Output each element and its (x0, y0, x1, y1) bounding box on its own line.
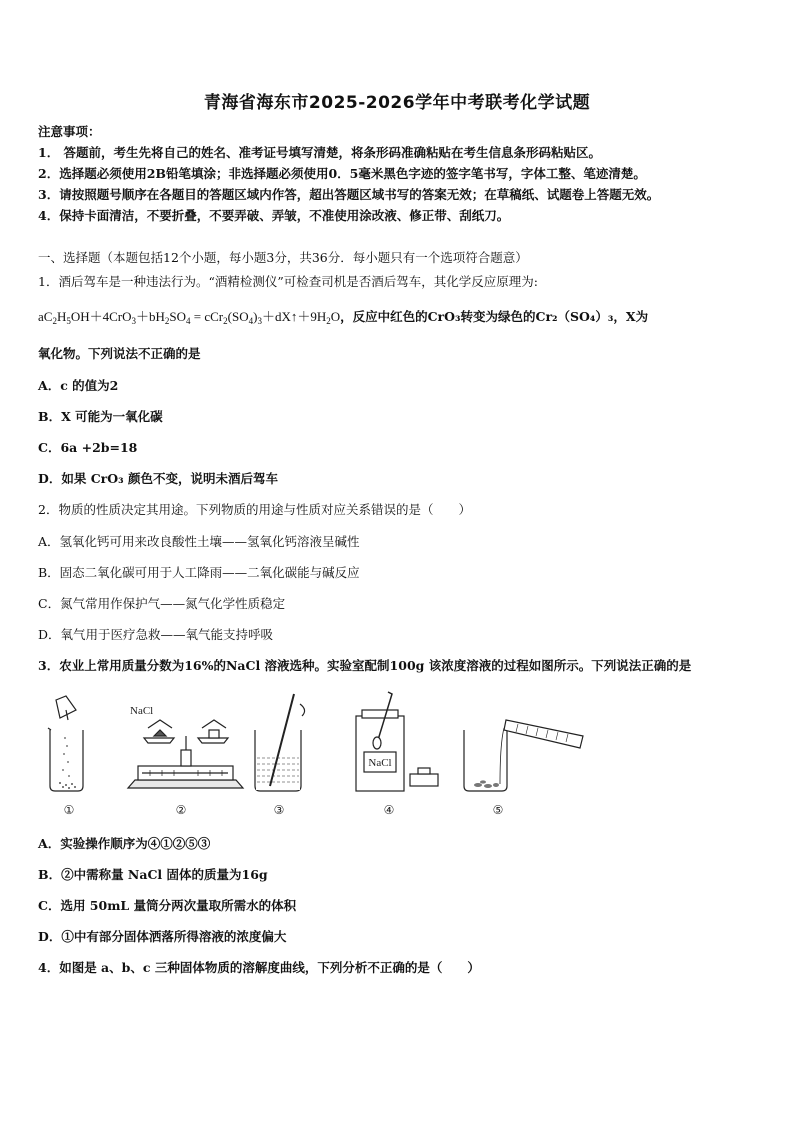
nacl-bottle-label: NaCl (368, 757, 392, 769)
q1-stem: 1．酒后驾车是一种违法行为。“酒精检测仪”可检查司机是否酒后驾车，其化学反应原理为: (38, 274, 538, 289)
q2-option-d: D．氧气用于医疗急救——氧气能支持呼吸 (38, 627, 274, 642)
q1-equation-tail: ，反应中红色的CrO₃转变为绿色的Cr₂（SO₄）₃，X为 (340, 309, 649, 324)
reagent-bottle-icon (356, 692, 438, 791)
figure-label-5: ⑤ (492, 803, 504, 817)
q3-option-a: A．实验操作顺序为④①②⑤③ (38, 836, 211, 851)
figure-label-4: ④ (383, 803, 395, 817)
figure-label-2: ② (175, 803, 187, 817)
q1-option-d: D．如果 CrO₃ 颜色不变，说明未酒后驾车 (38, 471, 278, 486)
graduated-cylinder-pouring-icon (464, 720, 583, 791)
balance-scale-icon (128, 720, 243, 788)
q1-equation-line (38, 306, 768, 326)
notice-item-1: 1． 答题前，考生先将自己的姓名、准考证号填写清楚，将条形码准确粘贴在考生信息条形码粘贴区。 (38, 145, 602, 160)
q3-stem: 3．农业上常用质量分数为16%的NaCl 溶液选种。实验室配制100g 该浓度溶液的过程如图所示。下列说法正确的是 (38, 658, 692, 673)
q2-stem: 2．物质的性质决定其用途。下列物质的用途与性质对应关系错误的是（ ） (38, 502, 471, 517)
q3-apparatus-figure (38, 688, 608, 822)
q2-option-c: C．氮气常用作保护气——氮气化学性质稳定 (38, 596, 286, 611)
q2-option-a: A．氢氧化钙可用来改良酸性土壤——氢氧化钙溶液呈碱性 (38, 534, 360, 549)
q4-stem: 4．如图是 a、b、c 三种固体物质的溶解度曲线，下列分析不正确的是（ ） (38, 960, 480, 975)
q1-stem-continued: 氧化物。下列说法不正确的是 (38, 346, 201, 361)
nacl-scale-label: NaCl (130, 705, 154, 717)
q2-option-b: B．固态二氧化碳可用于人工降雨——二氧化碳能与碱反应 (38, 565, 360, 580)
q3-option-c: C．选用 50mL 量筒分两次量取所需水的体积 (38, 898, 297, 913)
figure-label-3: ③ (273, 803, 285, 817)
q1-option-b: B．X 可能为一氧化碳 (38, 409, 163, 424)
notice-item-4: 4．保持卡面清洁，不要折叠，不要弄破、弄皱，不准使用涂改液、修正带、刮纸刀。 (38, 208, 510, 223)
figure-label-1: ① (63, 803, 75, 817)
section-heading: 一、选择题（本题包括12个小题，每小题3分，共36分．每小题只有一个选项符合题意） (38, 250, 528, 265)
page-title: 青海省海东市2025-2026学年中考联考化学试题 (203, 93, 591, 113)
q1-option-c: C．6a +2b=18 (38, 440, 138, 455)
notice-item-2: 2．选择题必须使用2B铅笔填涂；非选择题必须使用0．5毫米黑色字迹的签字笔书写，字体工整、笔迹清楚。 (38, 166, 646, 181)
q1-equation: $aC_2H_5OH+4CrO_3+bH_2SO_4$ = $cCr_2(SO_4)_3+dX↑+9H_2O$ (38, 309, 341, 326)
q3-option-d: D．①中有部分固体洒落所得溶液的浓度偏大 (38, 929, 287, 944)
beaker-stirring-icon (255, 694, 305, 791)
notice-item-3: 3．请按照题号顺序在各题目的答题区域内作答，超出答题区域书写的答案无效；在草稿纸、试题卷上答题无效。 (38, 187, 660, 202)
q3-option-b: B．②中需称量 NaCl 固体的质量为16g (38, 867, 268, 882)
q1-option-a: A．c 的值为2 (38, 378, 119, 393)
notice-heading: 注意事项： (38, 124, 101, 139)
beaker-pouring-solid-icon (48, 696, 83, 791)
